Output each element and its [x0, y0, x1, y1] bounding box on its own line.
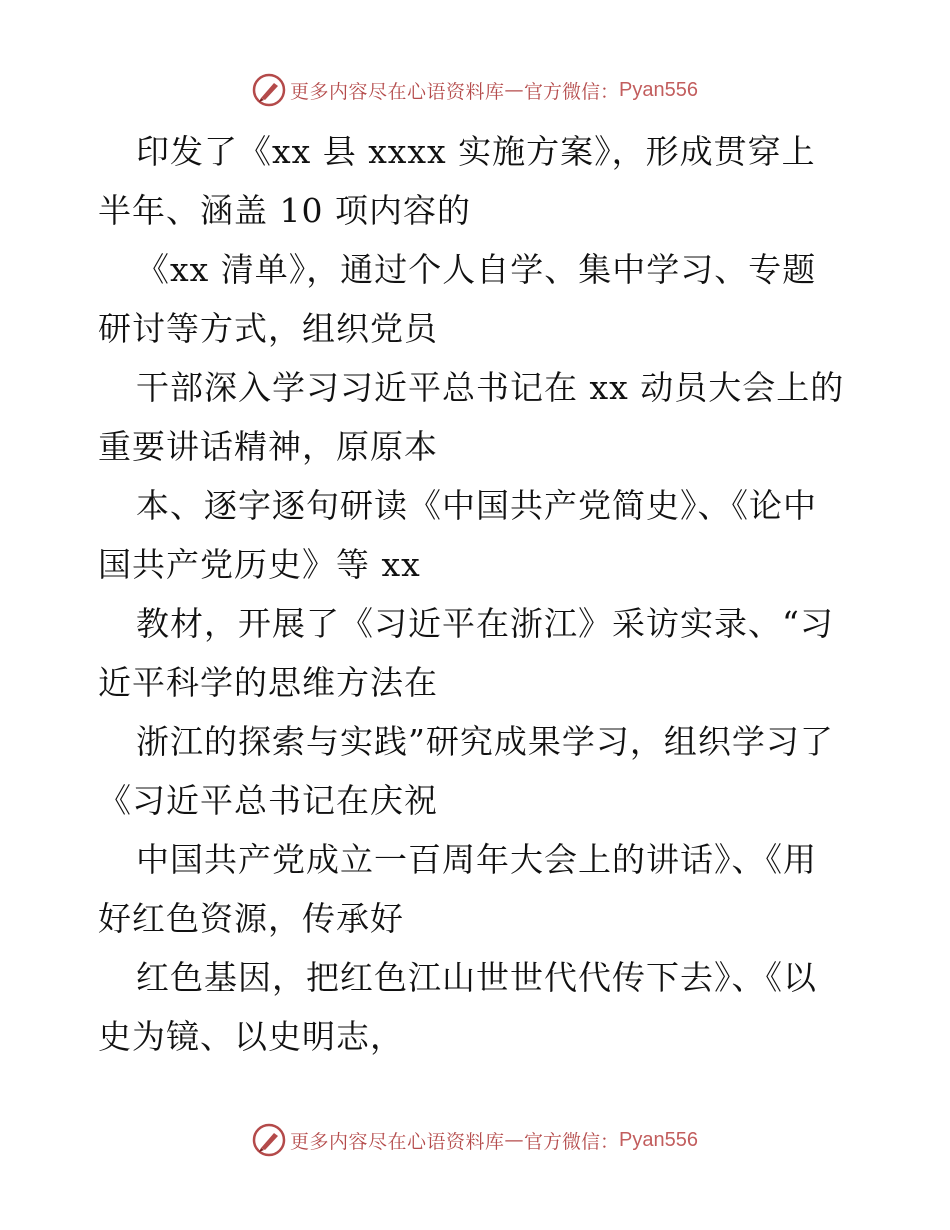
body-line: 《xx 清单》，通过个人自学、集中学习、专题	[136, 250, 817, 289]
body-line: 史为镜、以史明志，	[98, 1017, 404, 1056]
body-line: 近平科学的思维方法在	[98, 663, 438, 702]
banner-wechat-label: 官方微信：	[524, 1130, 620, 1153]
body-line: 《习近平总书记在庆祝	[98, 781, 438, 820]
body-line: 红色基因，把红色江山世世代代传下去》、《以	[136, 958, 817, 997]
body-line: 半年、涵盖 10 项内容的	[98, 191, 471, 230]
pen-logo-icon	[252, 73, 286, 107]
banner-wechat-label: 官方微信：	[524, 80, 620, 103]
body-line: 印发了《xx 县 xxxx 实施方案》，形成贯穿上	[136, 132, 816, 171]
banner-site-text: 更多内容尽在心语资料库	[290, 1130, 505, 1153]
body-line: 中国共产党成立一百周年大会上的讲话》、《用	[136, 840, 817, 879]
body-line: 研讨等方式，组织党员	[98, 309, 438, 348]
body-line: 重要讲话精神，原原本	[98, 427, 438, 466]
banner-dash: —	[504, 1129, 525, 1151]
document-body	[98, 122, 858, 1066]
header-banner	[0, 70, 950, 110]
body-line: 浙江的探索与实践”研究成果学习，组织学习了	[136, 722, 834, 761]
body-line: 国共产党历史》等 xx	[98, 545, 421, 584]
banner-site-text: 更多内容尽在心语资料库	[290, 80, 505, 103]
banner-wechat-id: Pyan556	[619, 78, 698, 101]
body-line: 本、逐字逐句研读《中国共产党简史》、《论中	[136, 486, 817, 525]
banner-wechat-id: Pyan556	[619, 1128, 698, 1151]
body-line: 干部深入学习习近平总书记在 xx 动员大会上的	[136, 368, 845, 407]
body-line: 教材，开展了《习近平在浙江》采访实录、“习	[136, 604, 834, 643]
footer-banner	[0, 1120, 950, 1160]
body-line: 好红色资源，传承好	[98, 899, 404, 938]
pen-logo-icon	[252, 1123, 286, 1157]
banner-dash: —	[504, 79, 525, 101]
